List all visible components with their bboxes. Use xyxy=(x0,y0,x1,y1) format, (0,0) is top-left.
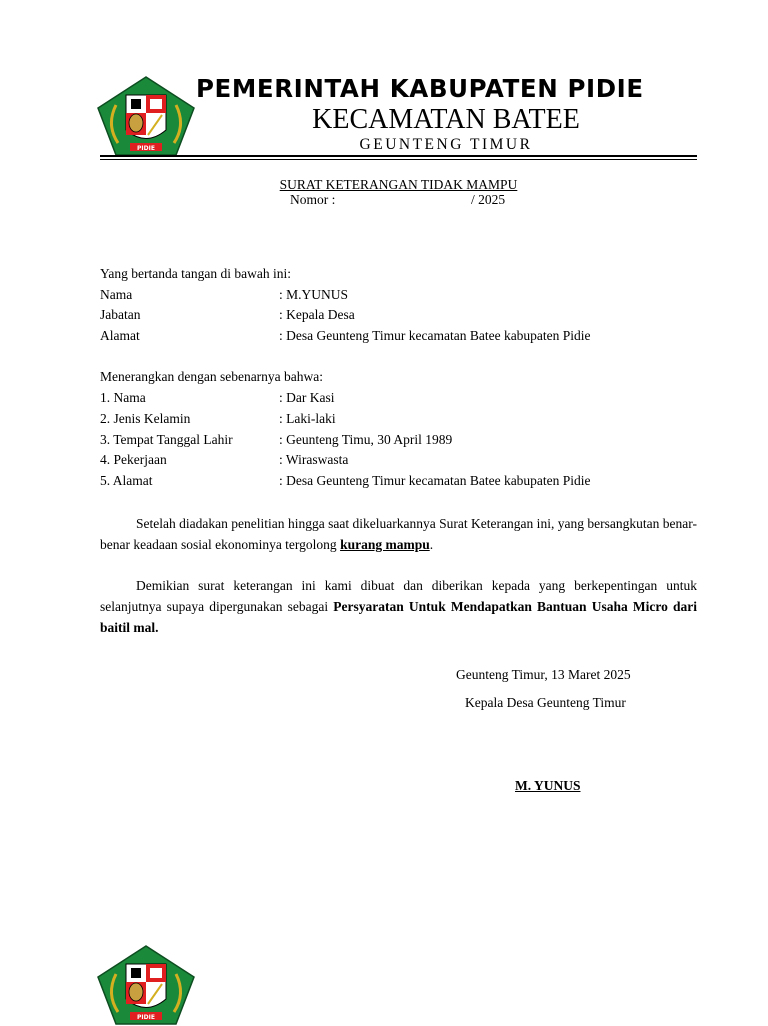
signer-value-position: : Kepala Desa xyxy=(279,307,355,322)
subject-value-birth: : Geunteng Timu, 30 April 1989 xyxy=(279,432,453,447)
document-title: SURAT KETERANGAN TIDAK MAMPU xyxy=(279,177,518,192)
header-line3: GEUNTENG TIMUR xyxy=(359,136,533,153)
subject-label-birth: 3. Tempat Tanggal Lahir xyxy=(100,432,233,447)
signer-value-name: : M.YUNUS xyxy=(279,287,349,302)
pidie-logo xyxy=(96,75,196,157)
header-rule-thick xyxy=(100,155,697,157)
signature-place-date: Geunteng Timur, 13 Maret 2025 xyxy=(456,667,631,682)
subject-value-name: : Dar Kasi xyxy=(279,390,335,405)
paragraph-closing-text: Demikian surat keterangan ini kami dibuat dan diberikan kepada yang berkepentingan untuk selanjutnya supaya dipergunakan sebagai xyxy=(100,578,697,614)
pidie-logo-next-page xyxy=(96,944,196,1026)
signer-label-position: Jabatan xyxy=(100,307,141,322)
subject-value-occupation: : Wiraswasta xyxy=(279,452,349,467)
header-line2: KECAMATAN BATEE xyxy=(312,104,580,135)
logo-text-next-page: PIDIE xyxy=(137,1014,155,1021)
subject-label-name: 1. Nama xyxy=(100,390,146,405)
subject-label-occupation: 4. Pekerjaan xyxy=(100,452,167,467)
nomor-year: / 2025 xyxy=(471,192,506,207)
nomor-label: Nomor : xyxy=(290,192,336,207)
kurang-mampu-emphasis: kurang mampu xyxy=(340,537,430,552)
header-line1: PEMERINTAH KABUPATEN PIDIE xyxy=(196,74,644,103)
paragraph-statement xyxy=(100,513,697,555)
signature-position: Kepala Desa Geunteng Timur xyxy=(465,695,626,710)
intro-text: Yang bertanda tangan di bawah ini: xyxy=(100,266,291,281)
signer-label-address: Alamat xyxy=(100,328,140,343)
signer-value-address: : Desa Geunteng Timur kecamatan Batee kabupaten Pidie xyxy=(279,328,591,343)
subject-label-gender: 2. Jenis Kelamin xyxy=(100,411,191,426)
paragraph-statement-text: Setelah diadakan penelitian hingga saat dikeluarkannya Surat Keterangan ini, yang bersangkutan benar-benar keadaan sosial ekonominya tergolong xyxy=(100,516,697,552)
signer-label-name: Nama xyxy=(100,287,133,302)
subject-value-address: : Desa Geunteng Timur kecamatan Batee kabupaten Pidie xyxy=(279,473,591,488)
header-rule-thin xyxy=(100,159,697,160)
declaration-text: Menerangkan dengan sebenarnya bahwa: xyxy=(100,369,324,384)
subject-value-gender: : Laki-laki xyxy=(279,411,336,426)
paragraph-closing xyxy=(100,575,697,638)
logo-text: PIDIE xyxy=(137,145,155,152)
signature-name: M. YUNUS xyxy=(515,778,581,793)
paragraph-closing-purpose: Persyaratan Untuk Mendapatkan Bantuan Usaha Micro dari baitil mal. xyxy=(100,599,697,635)
subject-label-address: 5. Alamat xyxy=(100,473,153,488)
paragraph-statement-end: . xyxy=(429,537,434,552)
